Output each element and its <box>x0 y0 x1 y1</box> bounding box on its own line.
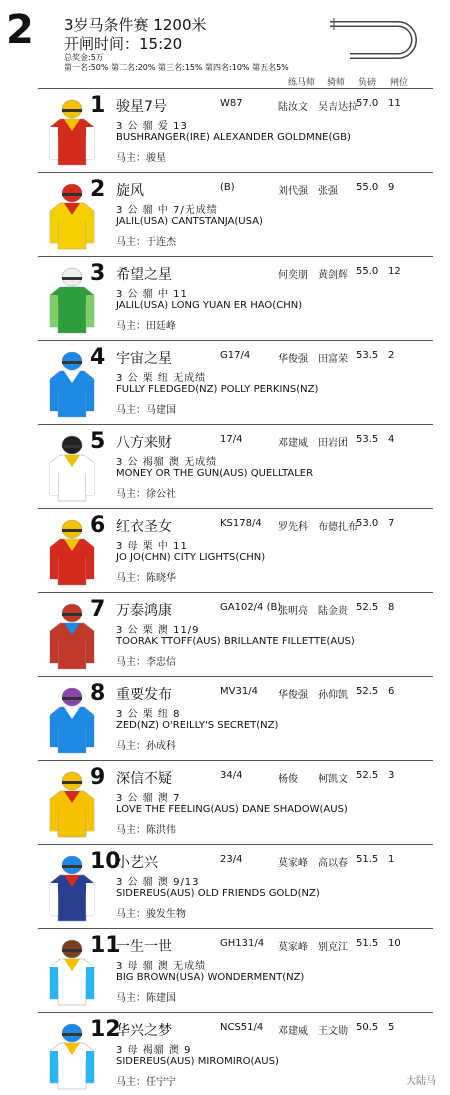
carried-weight: 50.5 <box>356 1022 379 1033</box>
runner-number: 1 <box>90 93 106 118</box>
trainer-name: 杨俊 <box>278 774 298 785</box>
horse-profile: 3 母 栗 中 11 <box>116 541 188 552</box>
race-start-time: 开闸时间：15:20 <box>64 35 183 53</box>
horse-rating: G17/4 <box>220 350 251 361</box>
runner-number: 10 <box>90 849 121 874</box>
horse-name: 骏星7号 <box>116 99 167 115</box>
horse-rating: GH131/4 <box>220 938 265 949</box>
trainer-name: 罗先科 <box>278 522 308 533</box>
carried-weight: 52.5 <box>356 602 379 613</box>
horse-rating: 34/4 <box>220 770 243 781</box>
barrier-draw: 8 <box>388 602 395 613</box>
horse-name: 旋风 <box>116 183 144 199</box>
horse-pedigree: TOORAK TTOFF(AUS) BRILLANTE FILLETTE(AUS) <box>116 636 355 647</box>
trainer-name: 何奕朋 <box>278 270 308 281</box>
runner-number: 7 <box>90 597 106 622</box>
horse-owner: 马主：李忠信 <box>116 657 176 668</box>
jockey-name: 高以春 <box>318 858 348 869</box>
horse-name: 一生一世 <box>116 939 172 955</box>
horse-rating: (B) <box>220 182 235 193</box>
horse-pedigree: LOVE THE FEELING(AUS) DANE SHADOW(AUS) <box>116 804 348 815</box>
carried-weight: 52.5 <box>356 686 379 697</box>
horse-pedigree: ZED(NZ) O'REILLY'S SECRET(NZ) <box>116 720 279 731</box>
horse-name: 八方来财 <box>116 435 172 451</box>
carried-weight: 51.5 <box>356 938 379 949</box>
jockey-name: 王文勋 <box>318 1026 348 1037</box>
runner-row <box>38 424 433 507</box>
race-title: 3岁马条件赛 1200米 <box>64 16 207 34</box>
jockey-name: 张强 <box>318 186 338 197</box>
runner-number: 2 <box>90 177 106 202</box>
trainer-name: 华俊强 <box>278 354 308 365</box>
runner-number: 8 <box>90 681 106 706</box>
race-number: 2 <box>6 7 34 53</box>
horse-owner: 马主：骏星 <box>116 153 166 164</box>
carried-weight: 53.5 <box>356 350 379 361</box>
barrier-draw: 7 <box>388 518 395 529</box>
barrier-draw: 1 <box>388 854 395 865</box>
horse-pedigree: JALIL(USA) CANTSTANJA(USA) <box>116 216 263 227</box>
runner-number: 9 <box>90 765 106 790</box>
horse-owner: 马主：陈晓华 <box>116 573 176 584</box>
barrier-draw: 2 <box>388 350 395 361</box>
horse-rating: KS178/4 <box>220 518 262 529</box>
runner-number: 11 <box>90 933 121 958</box>
horse-rating: 17/4 <box>220 434 243 445</box>
jockey-name: 田富荣 <box>318 354 348 365</box>
race-header <box>0 0 450 90</box>
col-header-weight: 负磅 <box>358 78 377 88</box>
horse-owner: 马主：骏发生物 <box>116 909 186 920</box>
horse-owner: 马主：马建国 <box>116 405 176 416</box>
trainer-name: 邓建威 <box>278 1026 308 1037</box>
horse-profile: 3 母 褐骝 澳 9 <box>116 1045 192 1056</box>
runner-row <box>38 592 433 675</box>
jockey-name: 布德扎布 <box>318 522 358 533</box>
horse-profile: 3 公 栗 纽 8 <box>116 709 181 720</box>
runner-row <box>38 844 433 927</box>
horse-pedigree: BUSHRANGER(IRE) ALEXANDER GOLDMNE(GB) <box>116 132 351 143</box>
runner-row <box>38 928 433 1011</box>
runner-number: 4 <box>90 345 106 370</box>
jockey-name: 孙仰凯 <box>318 690 348 701</box>
horse-name: 深信不疑 <box>116 771 172 787</box>
horse-rating: 23/4 <box>220 854 243 865</box>
footer-brand: 大陆马 <box>406 1076 436 1087</box>
barrier-draw: 4 <box>388 434 395 445</box>
carried-weight: 52.5 <box>356 770 379 781</box>
horse-profile: 3 公 栗 纽 无成绩 <box>116 373 207 384</box>
horse-name: 华兴之梦 <box>116 1023 172 1039</box>
col-header-trainer: 练马师 <box>288 78 316 88</box>
carried-weight: 53.0 <box>356 518 379 529</box>
horse-pedigree: JO JO(CHN) CITY LIGHTS(CHN) <box>116 552 266 563</box>
jockey-name: 吴吉达拉 <box>318 102 358 113</box>
horse-rating: MV31/4 <box>220 686 258 697</box>
jockey-name: 陆金贵 <box>318 606 348 617</box>
track-diagram-icon <box>320 14 420 64</box>
jockey-name: 柯凯文 <box>318 774 348 785</box>
horse-pedigree: SIDEREUS(AUS) OLD FRIENDS GOLD(NZ) <box>116 888 320 899</box>
horse-rating: NCS51/4 <box>220 1022 264 1033</box>
barrier-draw: 5 <box>388 1022 395 1033</box>
horse-owner: 马主：任宁宁 <box>116 1077 176 1088</box>
carried-weight: 57.0 <box>356 98 379 109</box>
runner-row <box>38 508 433 591</box>
runner-number: 12 <box>90 1017 121 1042</box>
col-header-draw: 闸位 <box>390 78 409 88</box>
horse-profile: 3 公 栗 澳 11/9 <box>116 625 200 636</box>
horse-name: 希望之星 <box>116 267 172 283</box>
runner-row <box>38 172 433 255</box>
horse-owner: 马主：徐公社 <box>116 489 176 500</box>
trainer-name: 莫家峰 <box>278 858 308 869</box>
prize-total: 总奖金:5万 <box>64 53 104 62</box>
horse-owner: 马主：于连杰 <box>116 237 176 248</box>
runner-row <box>38 1012 433 1095</box>
runner-row <box>38 88 433 171</box>
runner-row <box>38 340 433 423</box>
horse-pedigree: SIDEREUS(AUS) MIROMIRO(AUS) <box>116 1056 279 1067</box>
horse-owner: 马主：陈洪伟 <box>116 825 176 836</box>
horse-pedigree: FULLY FLEDGED(NZ) POLLY PERKINS(NZ) <box>116 384 319 395</box>
trainer-name: 莫家峰 <box>278 942 308 953</box>
runner-number: 6 <box>90 513 106 538</box>
runner-row <box>38 256 433 339</box>
horse-profile: 3 公 骝 爱 13 <box>116 121 188 132</box>
horse-name: 万泰鸿康 <box>116 603 172 619</box>
horse-rating: W87 <box>220 98 243 109</box>
trainer-name: 张明亮 <box>278 606 308 617</box>
barrier-draw: 6 <box>388 686 395 697</box>
horse-name: 红衣圣女 <box>116 519 172 535</box>
horse-pedigree: MONEY OR THE GUN(AUS) QUELLTALER <box>116 468 314 479</box>
horse-profile: 3 公 褐骝 澳 无成绩 <box>116 457 218 468</box>
barrier-draw: 10 <box>388 938 401 949</box>
barrier-draw: 9 <box>388 182 395 193</box>
horse-pedigree: BIG BROWN(USA) WONDERMENT(NZ) <box>116 972 305 983</box>
trainer-name: 华俊强 <box>278 690 308 701</box>
trainer-name: 邓建威 <box>278 438 308 449</box>
carried-weight: 55.0 <box>356 266 379 277</box>
horse-name: 小艺兴 <box>116 855 158 871</box>
jockey-name: 黄剑辉 <box>318 270 348 281</box>
horse-owner: 马主：田廷峰 <box>116 321 176 332</box>
runner-row <box>38 676 433 759</box>
trainer-name: 刘代强 <box>278 186 308 197</box>
runner-row <box>38 760 433 843</box>
jockey-name: 别克江 <box>318 942 348 953</box>
runner-number: 5 <box>90 429 106 454</box>
horse-name: 宇宙之星 <box>116 351 172 367</box>
horse-profile: 3 公 骝 澳 7 <box>116 793 181 804</box>
barrier-draw: 3 <box>388 770 395 781</box>
horse-owner: 马主：陈建国 <box>116 993 176 1004</box>
horse-profile: 3 公 骝 中 7/无成绩 <box>116 205 218 216</box>
prize-split: 第一名:50% 第二名:20% 第三名:15% 第四名:10% 第五名5% <box>64 63 289 72</box>
jockey-name: 田岩团 <box>318 438 348 449</box>
barrier-draw: 11 <box>388 98 401 109</box>
horse-profile: 3 公 骝 澳 9/13 <box>116 877 200 888</box>
col-header-jockey: 骑师 <box>327 78 346 88</box>
runner-number: 3 <box>90 261 106 286</box>
trainer-name: 陆汝文 <box>278 102 308 113</box>
horse-profile: 3 公 骝 中 11 <box>116 289 188 300</box>
horse-name: 重要发布 <box>116 687 172 703</box>
horse-pedigree: JALIL(USA) LONG YUAN ER HAO(CHN) <box>116 300 303 311</box>
horse-owner: 马主：孙成科 <box>116 741 176 752</box>
carried-weight: 55.0 <box>356 182 379 193</box>
horse-profile: 3 母 骝 澳 无成绩 <box>116 961 207 972</box>
horse-rating: GA102/4 (B) <box>220 602 282 613</box>
carried-weight: 53.5 <box>356 434 379 445</box>
barrier-draw: 12 <box>388 266 401 277</box>
carried-weight: 51.5 <box>356 854 379 865</box>
